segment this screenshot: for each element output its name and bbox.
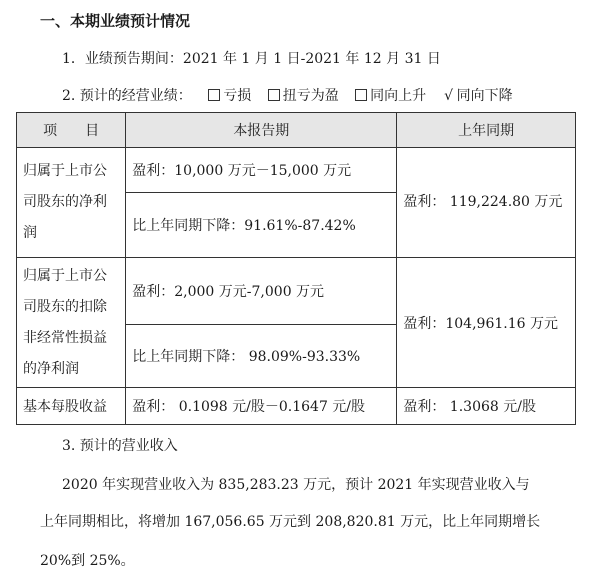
table-row: [17, 388, 576, 425]
table-row: [17, 258, 576, 325]
table-row: [17, 148, 576, 193]
row-item: 归属于上市公司股东的净利润: [17, 148, 126, 258]
section-heading: 一、本期业绩预计情况: [40, 12, 191, 30]
expected-performance: [62, 85, 513, 105]
current-change: 比上年同期下降： 98.09%-93.33%: [126, 325, 397, 388]
current-eps: 盈利： 0.1098 元/股－0.1647 元/股: [126, 388, 397, 425]
table-header-row: [17, 113, 576, 148]
row-item: 基本每股收益: [17, 388, 126, 425]
revenue-paragraph-line-1: 2020 年实现营业收入为 835,283.23 万元，预计 2021 年实现营业收入与: [62, 477, 530, 493]
revenue-paragraph-line-2: 上年同期相比，将增加 167,056.65 万元到 208,820.81 万元，比上年同期增长: [40, 514, 541, 530]
current-change: 比上年同期下降：91.61%-87.42%: [126, 193, 397, 258]
revenue-paragraph-line-3: 20%到 25%。: [40, 553, 135, 569]
revenue-heading: 3. 预计的营业收入: [62, 438, 178, 454]
header-prior-period: 上年同期: [397, 113, 576, 148]
row-item: 归属于上市公司股东的扣除非经常性损益的净利润: [17, 258, 126, 388]
performance-table: [16, 112, 576, 425]
header-item: 项 目: [17, 113, 126, 148]
current-profit: 盈利：2,000 万元-7,000 万元: [126, 258, 397, 325]
checkbox-empty-icon: [268, 89, 280, 101]
option-label: 同向下降: [456, 88, 513, 104]
checkbox-empty-icon: [355, 89, 367, 101]
expected-performance-label: 2. 预计的经营业绩：: [62, 88, 192, 104]
current-profit: 盈利：10,000 万元－15,000 万元: [126, 148, 397, 193]
prior-profit: 盈利： 119,224.80 万元: [397, 148, 576, 258]
option-increase: [355, 85, 426, 105]
forecast-period: 1．业绩预告期间：2021 年 1 月 1 日-2021 年 12 月 31 日: [62, 51, 441, 67]
option-label: 亏损: [223, 88, 252, 104]
option-label: 同向上升: [370, 88, 427, 104]
checkbox-empty-icon: [208, 89, 220, 101]
prior-eps: 盈利： 1.3068 元/股: [397, 388, 576, 425]
option-turnaround: [268, 85, 339, 105]
option-decrease: [443, 85, 513, 105]
option-label: 扭亏为盈: [282, 88, 339, 104]
prior-profit: 盈利：104,961.16 万元: [397, 258, 576, 388]
option-loss: [208, 85, 251, 105]
checkmark-icon: √: [444, 88, 454, 104]
header-current-period: 本报告期: [126, 113, 397, 148]
